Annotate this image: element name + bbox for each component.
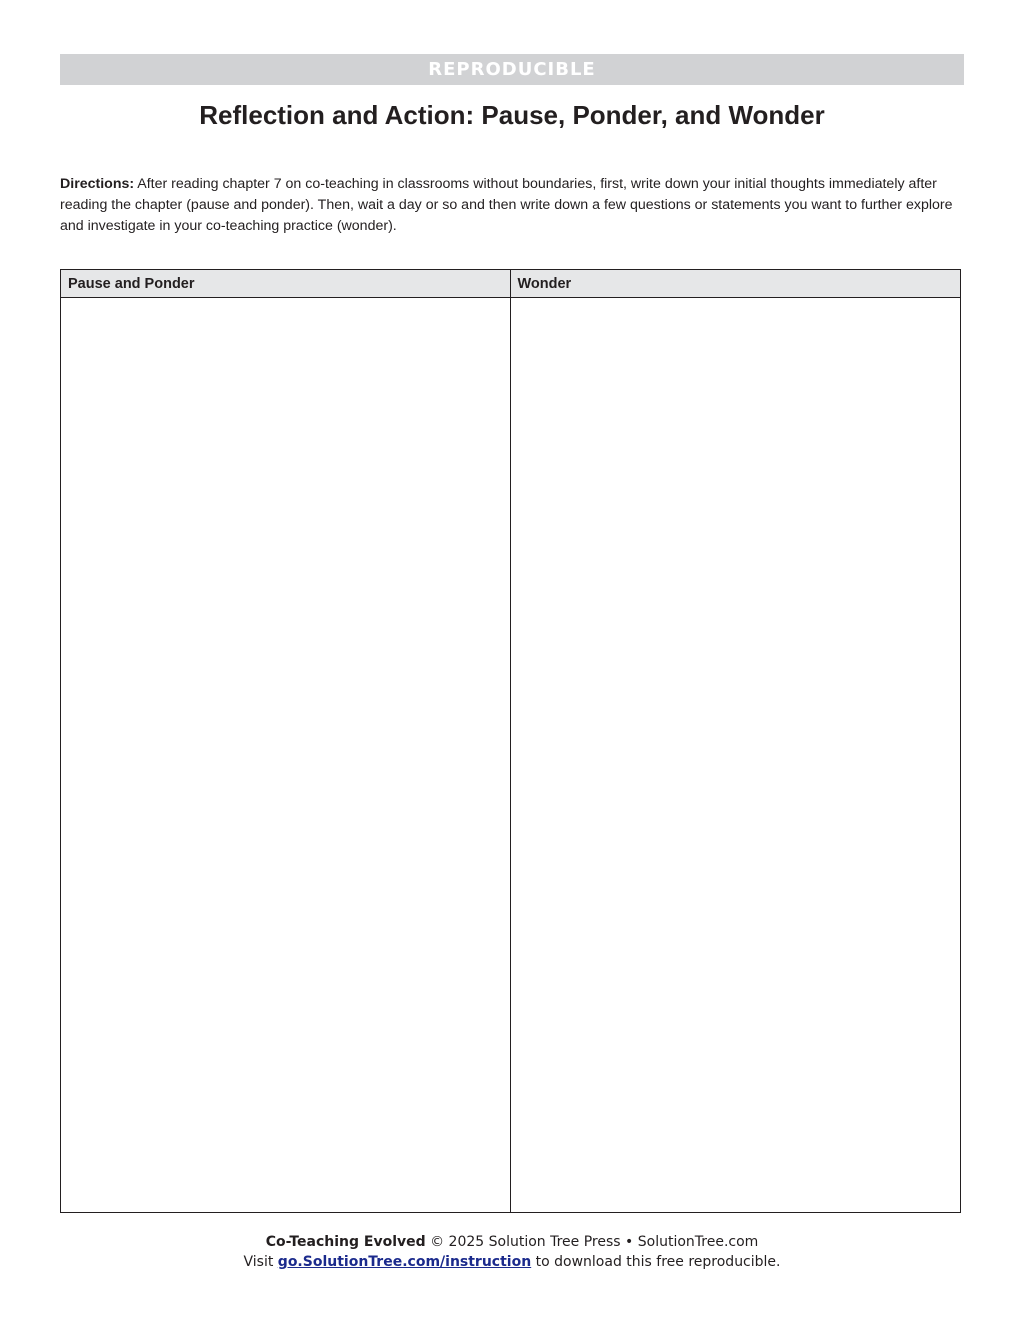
directions-text: After reading chapter 7 on co-teaching in classrooms without boundaries, first, write down your initial thoughts immediately after reading the chapter (pause and ponder). Then, wait a day or so and then write down a few questions or statements you want to further explore and investigate in your co-teaching practice (wonder). — [60, 176, 953, 234]
reproducible-banner — [60, 54, 964, 85]
page-title: Reflection and Action: Pause, Ponder, and Wonder — [199, 100, 825, 130]
reflection-table — [60, 269, 961, 1213]
pause-and-ponder-writing-area[interactable] — [61, 298, 511, 1212]
directions-lead: Directions: — [60, 176, 135, 192]
table-body-row — [61, 298, 960, 1212]
footer-visit-prefix: Visit — [243, 1254, 278, 1270]
page-footer — [60, 1232, 964, 1272]
footer-visit-line — [60, 1252, 964, 1272]
banner-label: REPRODUCIBLE — [428, 59, 596, 80]
wonder-writing-area[interactable] — [511, 298, 961, 1212]
directions-paragraph — [60, 174, 964, 237]
instruction-link[interactable]: go.SolutionTree.com/instruction — [277, 1254, 532, 1270]
footer-book-title: Co-Teaching Evolved — [265, 1234, 426, 1250]
column-header-pause-and-ponder: Pause and Ponder — [61, 270, 511, 297]
table-header-row — [61, 270, 960, 298]
footer-visit-suffix: to download this free reproducible. — [531, 1254, 781, 1270]
column-header-wonder: Wonder — [517, 276, 572, 292]
footer-copyright: © 2025 Solution Tree Press • SolutionTree.com — [425, 1234, 759, 1250]
footer-copyright-line — [60, 1232, 964, 1252]
